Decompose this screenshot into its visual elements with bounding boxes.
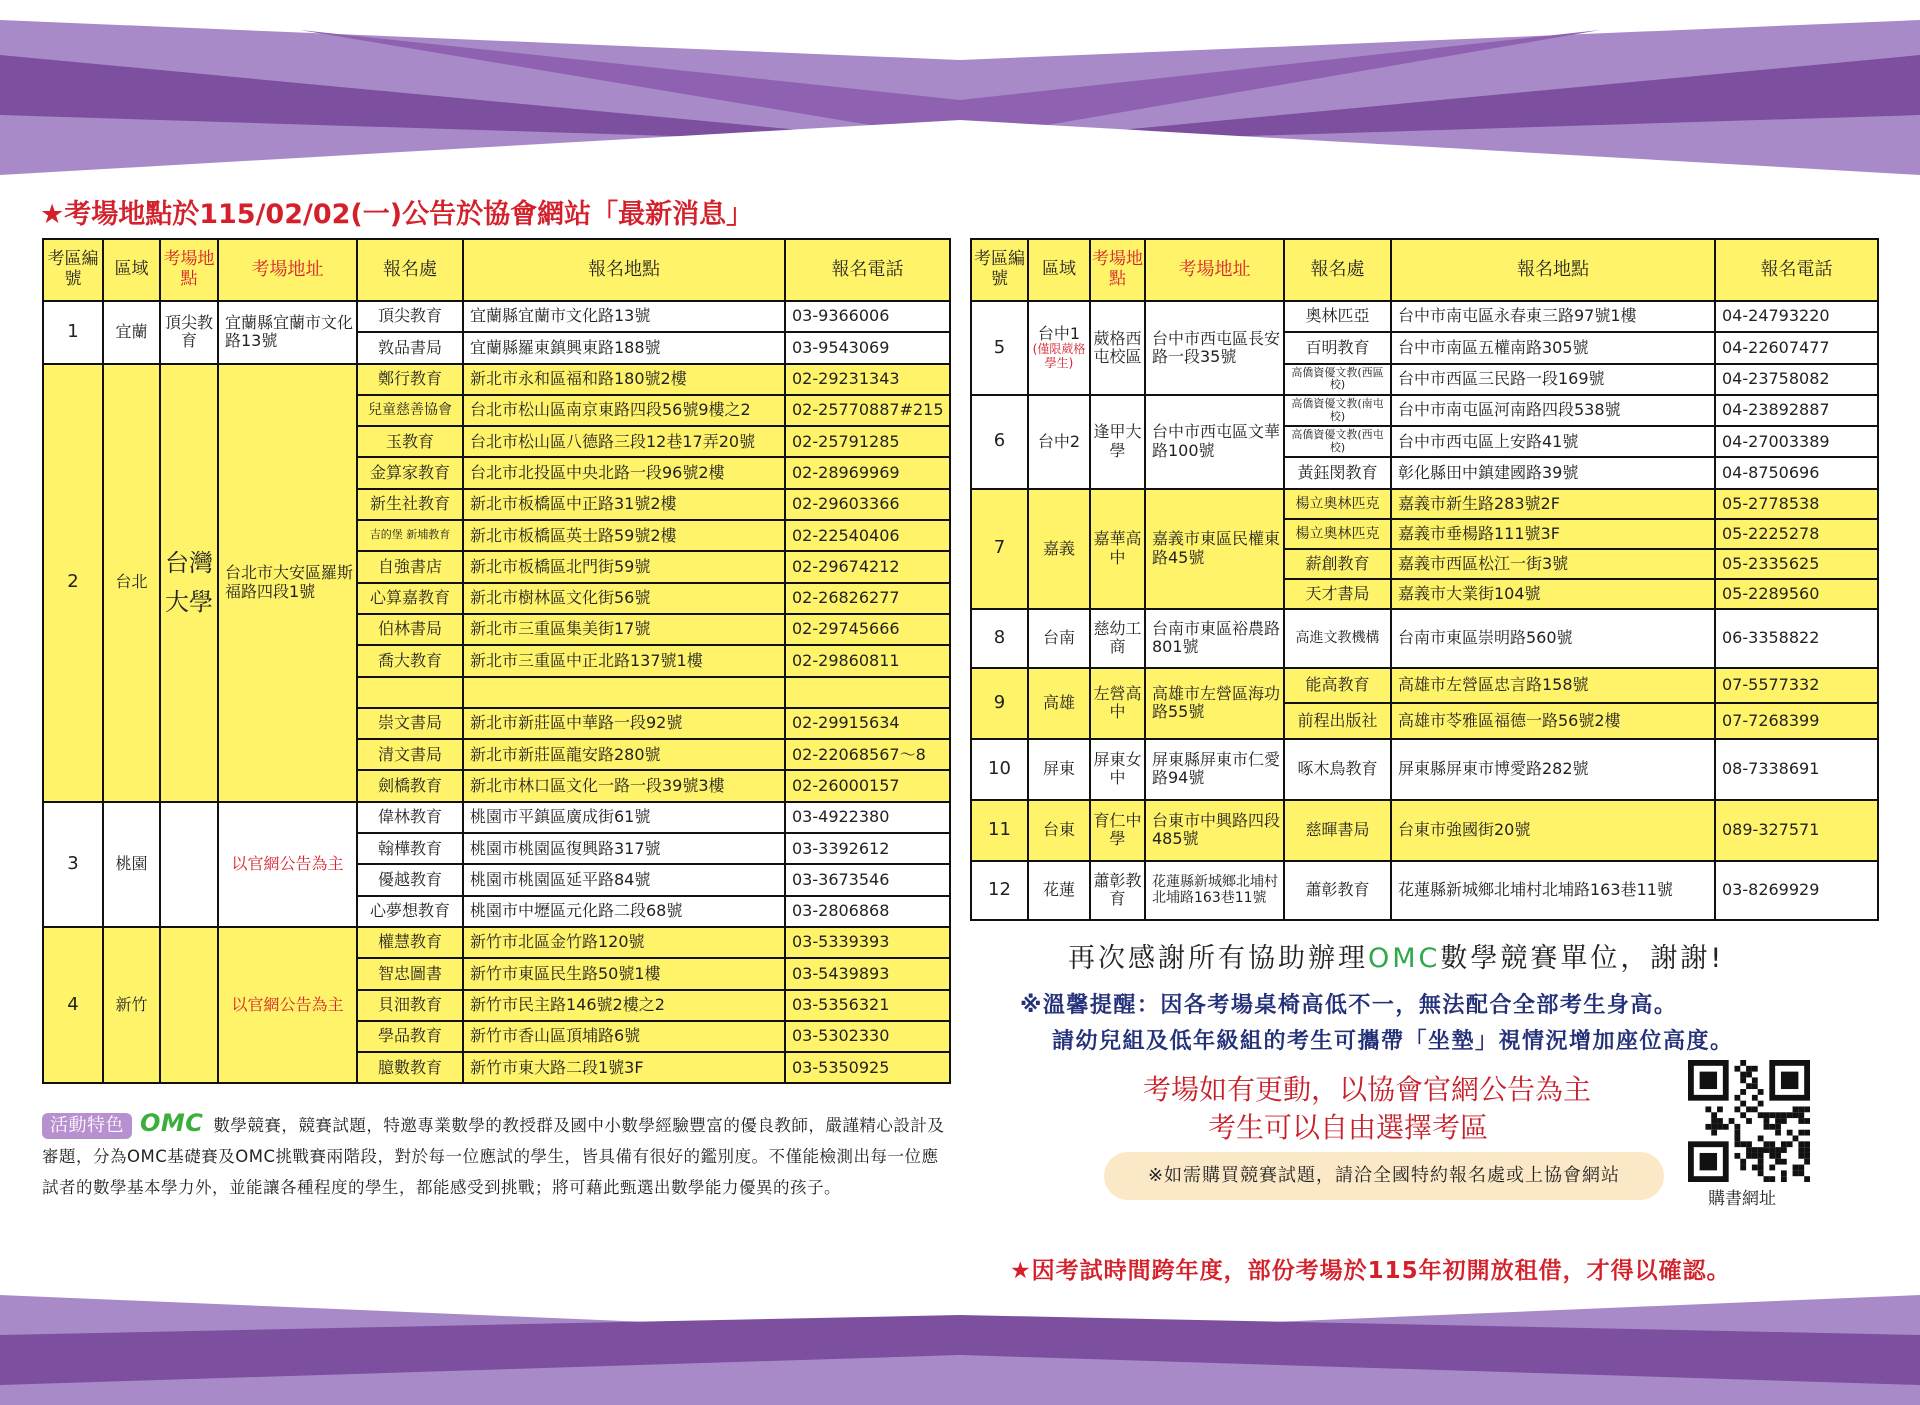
venue-address: 台中市西屯區長安路一段35號 [1145, 301, 1284, 395]
venue-address: 台中市西屯區文華路100號 [1145, 395, 1284, 489]
region-area [103, 364, 160, 802]
office-name: 學品教育 [357, 1021, 463, 1052]
area-name: 台中2 [1037, 431, 1081, 451]
venue-name: 左營高中 [1090, 668, 1145, 739]
venue-address: 以官網公告為主 [218, 802, 357, 927]
bottom-purple-banner [0, 1295, 1920, 1405]
venue-name: 葳格西屯校區 [1090, 301, 1145, 395]
reminder-line-1: ※溫馨提醒：因各考場桌椅高低不一，無法配合全部考生身高。 [1020, 993, 1678, 1018]
office-address: 新竹市東區民生路50號1樓 [463, 958, 785, 989]
venue-address: 屏東縣屏東市仁愛路94號 [1145, 739, 1284, 800]
table-row [43, 927, 950, 958]
office-address: 台中市西屯區上安路41號 [1391, 426, 1715, 457]
area-name: 台東 [1042, 820, 1075, 840]
area-name: 台南 [1042, 628, 1075, 648]
area-name: 屏東 [1042, 759, 1075, 779]
office-name: 心夢想教育 [357, 896, 463, 927]
bottom-note: ★因考試時間跨年度，部份考場於115年初開放租借，才得以確認。 [1010, 1258, 1731, 1284]
table-row [43, 802, 950, 833]
office-address: 新北市新莊區龍安路280號 [463, 739, 785, 770]
right-venue-table [970, 238, 1879, 921]
office-name: 心算嘉教育 [357, 583, 463, 614]
office-name: 玉教育 [357, 426, 463, 457]
office-phone: 04-23892887 [1715, 395, 1878, 426]
office-phone: 03-3392612 [785, 833, 950, 864]
office-name: 楊立奧林匹克 [1284, 489, 1391, 519]
office-phone: 05-2225278 [1715, 519, 1878, 549]
qr-label: 購書網址 [1708, 1189, 1776, 1209]
office-address: 新北市板橋區中正路31號2樓 [463, 489, 785, 520]
office-address: 新竹市香山區頂埔路6號 [463, 1021, 785, 1052]
venue-name: 蕭彰教育 [1090, 861, 1145, 920]
venue-address: 宜蘭縣宜蘭市文化路13號 [218, 301, 357, 364]
office-phone: 02-29603366 [785, 489, 950, 520]
office-phone: 04-27003389 [1715, 426, 1878, 457]
office-phone: 02-29915634 [785, 708, 950, 739]
office-name: 清文書局 [357, 739, 463, 770]
feature-description [42, 1108, 952, 1203]
table-row [971, 489, 1878, 519]
header-venue-address: 考場地址 [1145, 239, 1284, 301]
office-address: 宜蘭縣羅東鎮興東路188號 [463, 332, 785, 363]
office-address: 新北市新莊區中華路一段92號 [463, 708, 785, 739]
table-header [971, 239, 1878, 301]
office-name [357, 677, 463, 708]
region-number: 7 [971, 489, 1028, 609]
office-name: 金算家教育 [357, 457, 463, 488]
office-phone: 03-3673546 [785, 864, 950, 895]
office-name: 權慧教育 [357, 927, 463, 958]
office-phone: 03-5356321 [785, 990, 950, 1021]
region-number: 2 [43, 364, 103, 802]
office-address: 屏東縣屏東市博愛路282號 [1391, 739, 1715, 800]
office-name: 高僑資優文教(南屯校) [1284, 395, 1391, 426]
page-title: ★考場地點於115/02/02(一)公告於協會網站「最新消息」 [40, 199, 754, 230]
region-number: 5 [971, 301, 1028, 395]
office-address: 嘉義市垂楊路111號3F [1391, 519, 1715, 549]
office-address: 台中市西區三民路一段169號 [1391, 364, 1715, 395]
region-area [103, 301, 160, 364]
office-address: 台東市強國街20號 [1391, 800, 1715, 861]
area-name: 台北 [115, 572, 148, 592]
office-name: 優越教育 [357, 864, 463, 895]
office-address: 宜蘭縣宜蘭市文化路13號 [463, 301, 785, 332]
table-row [971, 800, 1878, 861]
region-number: 3 [43, 802, 103, 927]
feature-text: 數學競賽，競賽試題，特邀專業數學的教授群及國中小數學經驗豐富的優良教師，嚴謹精心設計及審題，分為OMC基礎賽及OMC挑戰賽兩階段，對於每一位應試的學生，皆具備有很好的鑑別度。不僅能檢測出每一位應試者的數學基本學力外，並能讓各種程度的學生，都能感受到挑戰；將可藉此甄選出數學能力優異的孩子。 [42, 1116, 945, 1197]
office-address: 新北市林口區文化一路一段39號3樓 [463, 770, 785, 801]
thanks-text: 再次感謝所有協助辦理 [1068, 943, 1368, 974]
office-address: 新北市三重區中正北路137號1樓 [463, 645, 785, 676]
header-phone: 報名電話 [1715, 239, 1878, 301]
office-address: 台中市南屯區河南路四段538號 [1391, 395, 1715, 426]
office-name: 崇文書局 [357, 708, 463, 739]
office-name: 薪創教育 [1284, 549, 1391, 579]
office-name: 高僑資優文教(西屯校) [1284, 426, 1391, 457]
office-address: 高雄市左營區忠言路158號 [1391, 668, 1715, 704]
table-row [971, 668, 1878, 704]
omc-logo: OMC [140, 1109, 204, 1137]
reminder-line-2: 請幼兒組及低年級組的考生可攜帶「坐墊」視情況增加座位高度。 [1052, 1029, 1734, 1054]
office-address: 嘉義市西區松江一街3號 [1391, 549, 1715, 579]
office-phone: 04-23758082 [1715, 364, 1878, 395]
office-phone: 02-25770887#215 [785, 395, 950, 426]
qr-code-icon[interactable] [1688, 1060, 1810, 1182]
office-phone: 03-5339393 [785, 927, 950, 958]
header-venue: 考場地點 [1090, 239, 1145, 301]
office-address: 台中市南屯區永春東三路97號1樓 [1391, 301, 1715, 332]
area-name: 嘉義 [1042, 538, 1075, 558]
region-area [103, 802, 160, 927]
office-name: 兒童慈善協會 [357, 395, 463, 426]
office-name: 劍橋教育 [357, 770, 463, 801]
left-venue-table [42, 238, 951, 1084]
venue-address: 嘉義市東區民權東路45號 [1145, 489, 1284, 609]
header-venue-address: 考場地址 [218, 239, 357, 301]
venue-name: 屏東女中 [1090, 739, 1145, 800]
office-address: 新北市板橋區英士路59號2樓 [463, 520, 785, 551]
office-phone: 03-9543069 [785, 332, 950, 363]
office-phone: 06-3358822 [1715, 609, 1878, 668]
top-purple-banner [0, 0, 1920, 180]
venue-name: 嘉華高中 [1090, 489, 1145, 609]
venue-name: 逢甲大學 [1090, 395, 1145, 489]
venue-name: 慈幼工商 [1090, 609, 1145, 668]
header-region-no: 考區編號 [43, 239, 103, 301]
venue-address: 台南市東區裕農路801號 [1145, 609, 1284, 668]
region-area [1028, 861, 1090, 920]
office-phone: 04-24793220 [1715, 301, 1878, 332]
office-name: 能高教育 [1284, 668, 1391, 704]
venue-address: 台北市大安區羅斯福路四段1號 [218, 364, 357, 802]
table-row [43, 364, 950, 395]
area-name: 台中1 [1037, 323, 1081, 343]
area-name: 高雄 [1042, 693, 1075, 713]
office-address: 新北市板橋區北門街59號 [463, 551, 785, 582]
office-phone: 03-8269929 [1715, 861, 1878, 920]
office-phone: 04-22607477 [1715, 332, 1878, 363]
thanks-message [1068, 936, 1724, 975]
region-area [1028, 489, 1090, 609]
office-name: 奧林匹亞 [1284, 301, 1391, 332]
office-name: 喬大教育 [357, 645, 463, 676]
header-area: 區域 [103, 239, 160, 301]
office-phone [785, 677, 950, 708]
area-name: 花蓮 [1042, 880, 1075, 900]
office-phone: 02-25791285 [785, 426, 950, 457]
office-address: 花蓮縣新城鄉北埔村北埔路163巷11號 [1391, 861, 1715, 920]
office-name: 吉的堡 新埔教育 [357, 520, 463, 551]
region-number: 12 [971, 861, 1028, 920]
header-office-address: 報名地點 [463, 239, 785, 301]
table-row [971, 609, 1878, 668]
header-phone: 報名電話 [785, 239, 950, 301]
office-phone: 02-29231343 [785, 364, 950, 395]
office-phone: 08-7338691 [1715, 739, 1878, 800]
office-name: 蕭彰教育 [1284, 861, 1391, 920]
office-phone: 03-5439893 [785, 958, 950, 989]
office-phone: 03-5350925 [785, 1052, 950, 1083]
table-row [971, 395, 1878, 426]
office-phone: 04-8750696 [1715, 457, 1878, 488]
header-region-no: 考區編號 [971, 239, 1028, 301]
table-row [971, 301, 1878, 332]
office-name: 臆數教育 [357, 1052, 463, 1083]
office-phone: 03-5302330 [785, 1021, 950, 1052]
office-name: 慈暉書局 [1284, 800, 1391, 861]
feature-tag: 活動特色 [42, 1113, 132, 1139]
office-name: 翰樺教育 [357, 833, 463, 864]
office-phone: 02-29674212 [785, 551, 950, 582]
office-name: 新生社教育 [357, 489, 463, 520]
area-note: (僅限葳格學生) [1032, 342, 1086, 371]
office-address: 桃園市平鎮區廣成街61號 [463, 802, 785, 833]
office-name: 自強書店 [357, 551, 463, 582]
office-name: 鄭行教育 [357, 364, 463, 395]
office-phone: 05-2778538 [1715, 489, 1878, 519]
change-notice-1: 考場如有更動，以協會官網公告為主 [1143, 1073, 1592, 1106]
region-number: 9 [971, 668, 1028, 739]
office-address: 新竹市東大路二段1號3F [463, 1052, 785, 1083]
table-row [971, 861, 1878, 920]
office-name: 黃鈺閔教育 [1284, 457, 1391, 488]
venue-address: 以官網公告為主 [218, 927, 357, 1083]
office-address: 台中市南區五權南路305號 [1391, 332, 1715, 363]
office-name: 高僑資優文教(西區校) [1284, 364, 1391, 395]
office-address: 新北市永和區福和路180號2樓 [463, 364, 785, 395]
region-area [1028, 301, 1090, 395]
office-name: 高進文教機構 [1284, 609, 1391, 668]
office-address: 桃園市中壢區元化路二段68號 [463, 896, 785, 927]
header-area: 區域 [1028, 239, 1090, 301]
venue-address: 台東市中興路四段485號 [1145, 800, 1284, 861]
office-address: 桃園市桃園區復興路317號 [463, 833, 785, 864]
venue-name: 育仁中學 [1090, 800, 1145, 861]
office-name: 敦品書局 [357, 332, 463, 363]
office-phone: 089-327571 [1715, 800, 1878, 861]
region-number: 11 [971, 800, 1028, 861]
office-phone: 03-2806868 [785, 896, 950, 927]
header-office: 報名處 [357, 239, 463, 301]
office-address: 新竹市北區金竹路120號 [463, 927, 785, 958]
office-address: 新北市三重區集美街17號 [463, 614, 785, 645]
purchase-note: ※如需購買競賽試題，請洽全國特約報名處或上協會網站 [1104, 1152, 1664, 1200]
office-phone: 02-22540406 [785, 520, 950, 551]
office-name: 頂尖教育 [357, 301, 463, 332]
area-name: 宜蘭 [115, 322, 148, 342]
office-phone: 05-2335625 [1715, 549, 1878, 579]
region-area [103, 927, 160, 1083]
office-address: 台北市松山區八德路三段12巷17弄20號 [463, 426, 785, 457]
office-name: 啄木鳥教育 [1284, 739, 1391, 800]
office-name: 百明教育 [1284, 332, 1391, 363]
office-phone: 02-26826277 [785, 583, 950, 614]
venue-address: 花蓮縣新城鄉北埔村北埔路163巷11號 [1145, 861, 1284, 920]
region-number: 4 [43, 927, 103, 1083]
venue-name [160, 802, 218, 927]
region-number: 6 [971, 395, 1028, 489]
office-phone: 03-4922380 [785, 802, 950, 833]
office-phone: 07-5577332 [1715, 668, 1878, 704]
region-number: 8 [971, 609, 1028, 668]
office-name: 貝沺教育 [357, 990, 463, 1021]
region-area [1028, 739, 1090, 800]
office-name: 伯林書局 [357, 614, 463, 645]
venue-name [160, 927, 218, 1083]
area-name: 新竹 [115, 994, 148, 1014]
office-phone: 05-2289560 [1715, 579, 1878, 609]
table-header [43, 239, 950, 301]
office-phone: 02-28969969 [785, 457, 950, 488]
thanks-text-end: 數學競賽單位，謝謝! [1440, 943, 1725, 974]
table-row [971, 739, 1878, 800]
office-name: 智忠圖書 [357, 958, 463, 989]
region-area [1028, 800, 1090, 861]
office-address: 新北市樹林區文化街56號 [463, 583, 785, 614]
office-address: 嘉義市大業街104號 [1391, 579, 1715, 609]
office-name: 偉林教育 [357, 802, 463, 833]
table-row [43, 301, 950, 332]
office-address: 高雄市苓雅區福德一路56號2樓 [1391, 703, 1715, 739]
region-area [1028, 609, 1090, 668]
office-phone: 02-29745666 [785, 614, 950, 645]
office-address: 新竹市民主路146號2樓之2 [463, 990, 785, 1021]
venue-address: 高雄市左營區海功路55號 [1145, 668, 1284, 739]
area-name: 桃園 [115, 854, 148, 874]
change-notice-2: 考生可以自由選擇考區 [1208, 1111, 1489, 1144]
office-phone: 07-7268399 [1715, 703, 1878, 739]
region-number: 1 [43, 301, 103, 364]
office-phone: 02-26000157 [785, 770, 950, 801]
header-office-address: 報名地點 [1391, 239, 1715, 301]
office-name: 天才書局 [1284, 579, 1391, 609]
region-area [1028, 395, 1090, 489]
office-address: 台北市北投區中央北路一段96號2樓 [463, 457, 785, 488]
office-address: 彰化縣田中鎮建國路39號 [1391, 457, 1715, 488]
header-office: 報名處 [1284, 239, 1391, 301]
header-venue: 考場地點 [160, 239, 218, 301]
office-address: 台南市東區崇明路560號 [1391, 609, 1715, 668]
office-address: 台北市松山區南京東路四段56號9樓之2 [463, 395, 785, 426]
office-address [463, 677, 785, 708]
office-address: 嘉義市新生路283號2F [1391, 489, 1715, 519]
region-area [1028, 668, 1090, 739]
office-phone: 02-22068567～8 [785, 739, 950, 770]
office-phone: 03-9366006 [785, 301, 950, 332]
office-phone: 02-29860811 [785, 645, 950, 676]
region-number: 10 [971, 739, 1028, 800]
office-address: 桃園市桃園區延平路84號 [463, 864, 785, 895]
office-name: 楊立奧林匹克 [1284, 519, 1391, 549]
thanks-omc: OMC [1368, 943, 1441, 974]
office-name: 前程出版社 [1284, 703, 1391, 739]
venue-name: 台灣大學 [160, 364, 218, 802]
venue-name: 頂尖教育 [160, 301, 218, 364]
